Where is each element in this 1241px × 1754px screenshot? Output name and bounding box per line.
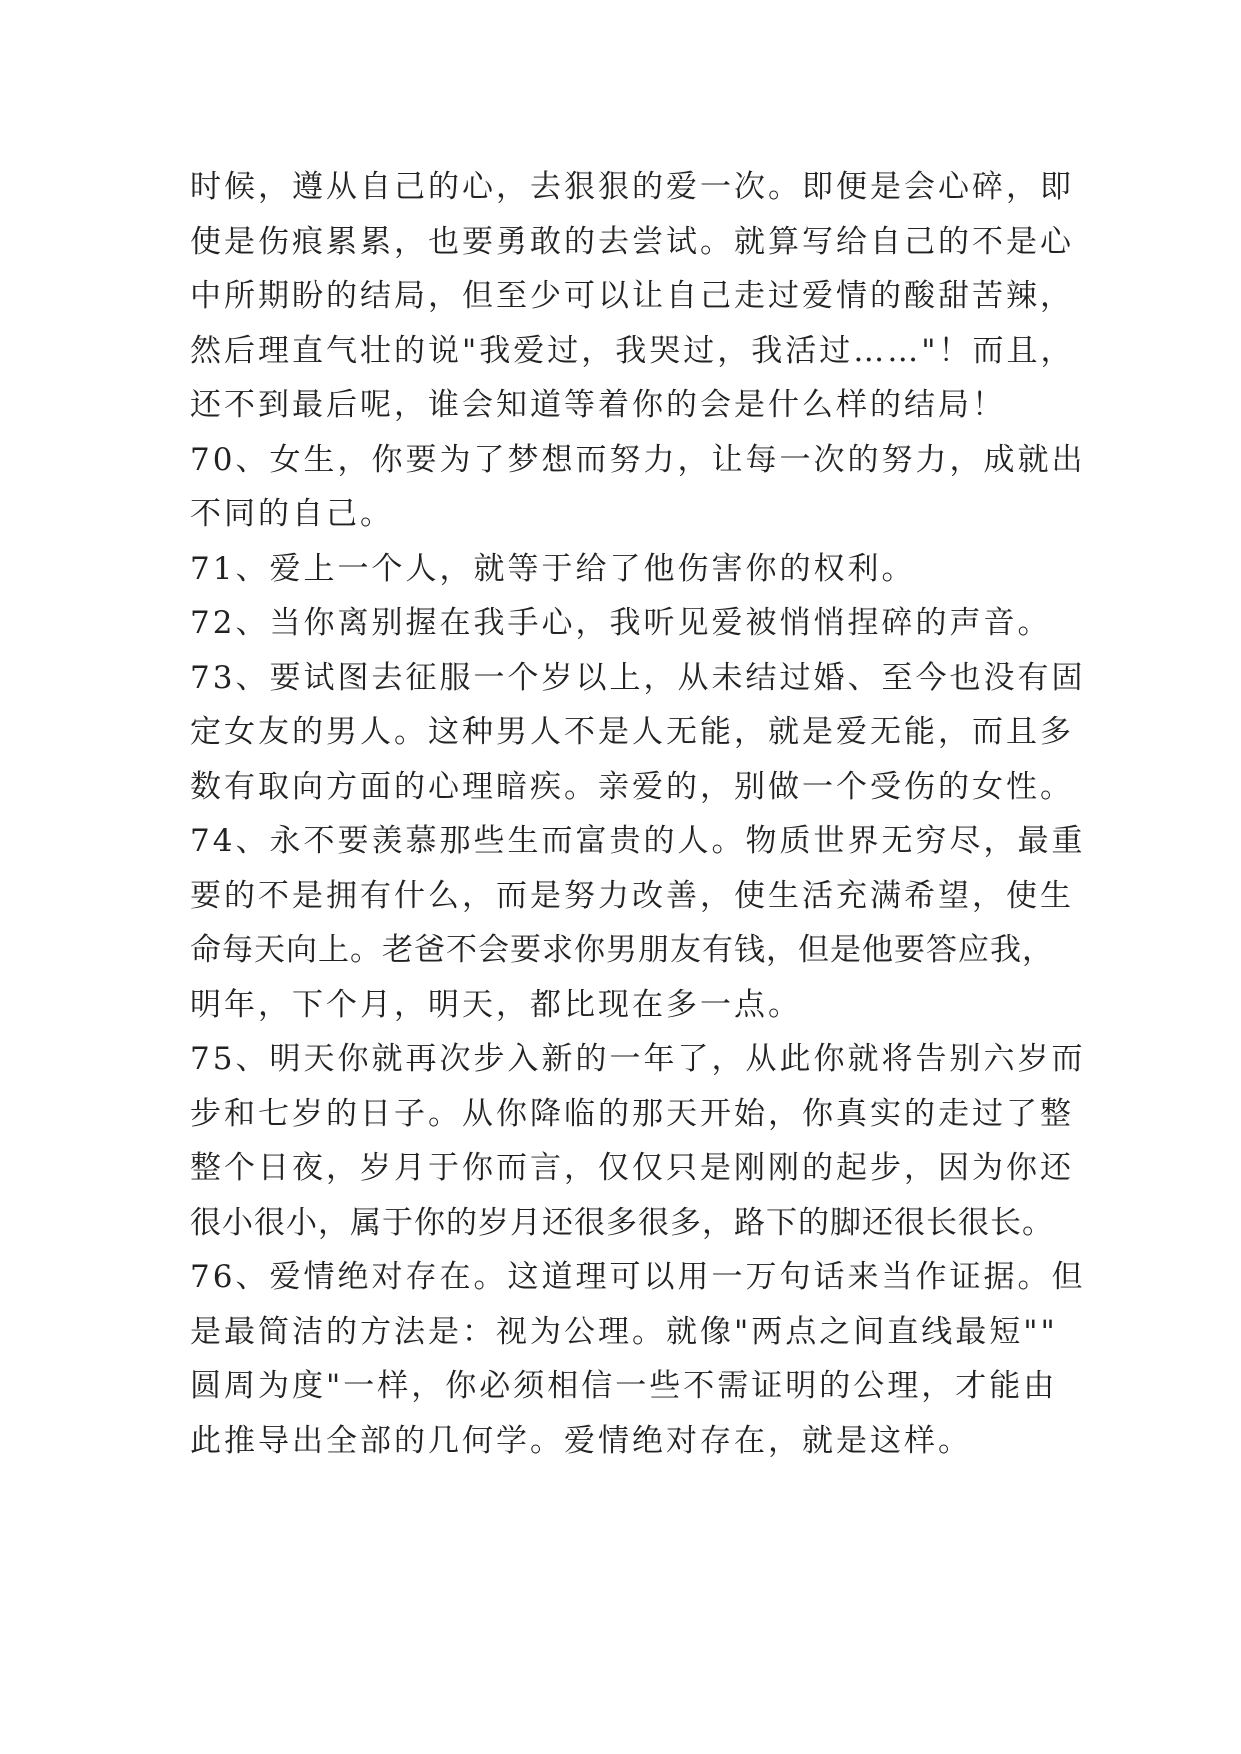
text-line: 步和七岁的日子。从你降临的那天开始，你真实的走过了整 <box>190 1095 1074 1132</box>
text-line: 定女友的男人。这种男人不是人无能，就是爱无能，而且多 <box>190 714 1074 750</box>
text-line: 很小很小，属于你的岁月还很多很多，路下的脚还很长很长。 <box>190 1204 1054 1241</box>
text-line: 时候，遵从自己的心，去狠狠的爱一次。即便是会心碎，即 <box>190 169 1074 205</box>
text-line: 73、要试图去征服一个岁以上，从未结过婚、至今也没有固 <box>190 659 1086 696</box>
text-line: 使是伤痕累累，也要勇敢的去尝试。就算写给自己的不是心 <box>190 223 1074 260</box>
text-line: 命每天向上。老爸不会要求你男朋友有钱，但是他要答应我， <box>190 932 1054 968</box>
text-line: 然后理直气壮的说"我爱过，我哭过，我活过……"！而且， <box>190 332 1075 369</box>
text-line: 整个日夜，岁月于你而言，仅仅只是刚刚的起步，因为你还 <box>190 1150 1074 1186</box>
text-line: 70、女生，你要为了梦想而努力，让每一次的努力，成就出 <box>190 441 1086 478</box>
text-line: 71、爱上一个人，就等于给了他伤害你的权利。 <box>190 550 916 587</box>
document-body <box>190 160 1086 1468</box>
text-line: 中所期盼的结局，但至少可以让自己走过爱情的酸甜苦辣， <box>190 278 1074 314</box>
text-line: 76、爱情绝对存在。这道理可以用一万句话来当作证据。但 <box>190 1259 1086 1295</box>
text-line: 不同的自己。 <box>190 496 394 532</box>
text-line: 是最简洁的方法是：视为公理。就像"两点之间直线最短"" <box>190 1313 1058 1350</box>
text-line: 还不到最后呢，谁会知道等着你的会是什么样的结局！ <box>190 387 1006 423</box>
text-line: 此推导出全部的几何学。爱情绝对存在，就是这样。 <box>190 1422 972 1459</box>
text-line: 72、当你离别握在我手心，我听见爱被悄悄捏碎的声音。 <box>190 605 1052 641</box>
text-line: 要的不是拥有什么，而是努力改善，使生活充满希望，使生 <box>190 877 1074 914</box>
text-line: 74、永不要羡慕那些生而富贵的人。物质世界无穷尽，最重 <box>190 823 1086 859</box>
text-line: 75、明天你就再次步入新的一年了，从此你就将告别六岁而 <box>190 1041 1086 1077</box>
text-line: 明年，下个月，明天，都比现在多一点。 <box>190 986 802 1023</box>
text-line: 数有取向方面的心理暗疾。亲爱的，别做一个受伤的女性。 <box>190 768 1074 805</box>
text-line: 圆周为度"一样，你必须相信一些不需证明的公理，才能由 <box>190 1368 1058 1404</box>
